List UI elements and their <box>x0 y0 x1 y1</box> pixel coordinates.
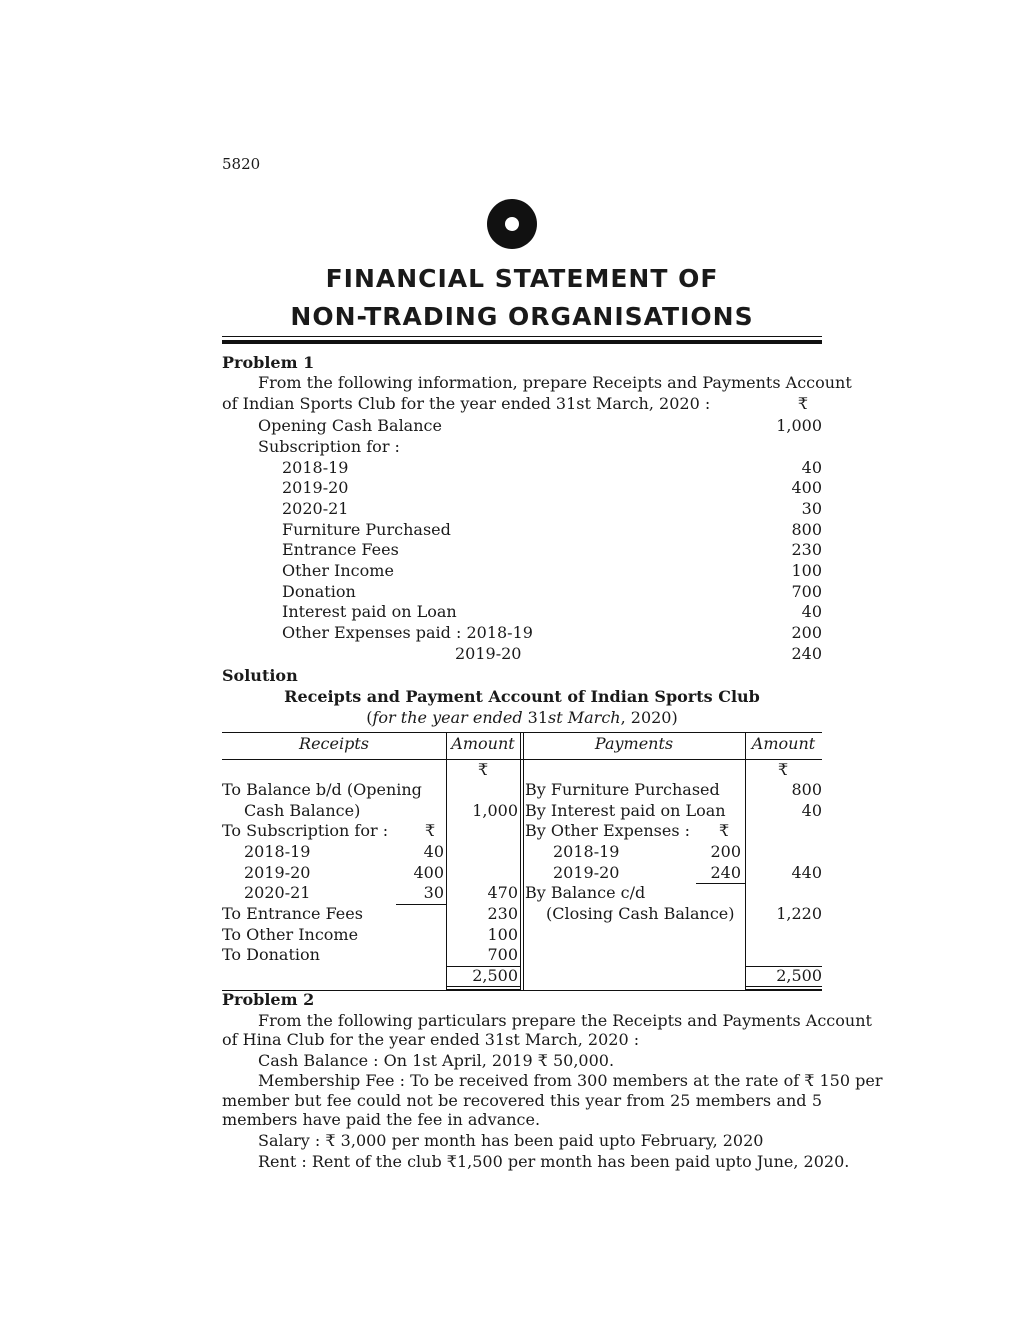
payment-other-expenses-label: By Other Expenses : <box>525 821 691 840</box>
subtotal-rule <box>396 904 446 905</box>
title-rule-thick <box>222 340 822 344</box>
p1-item-label: Opening Cash Balance <box>258 416 442 435</box>
p1-item-label: 2019-20 <box>455 644 522 663</box>
p1-item-label: 2020-21 <box>282 499 349 518</box>
header-amount-left: Amount <box>451 734 515 753</box>
table-col-rule <box>745 732 746 990</box>
receipt-other-income-amount: 100 <box>487 925 518 944</box>
receipt-balance-bd-amount: 1,000 <box>472 801 518 820</box>
p1-item-label: Entrance Fees <box>282 540 399 559</box>
receipt-subscription-year: 2019-20 <box>244 863 311 882</box>
receipt-subscription-year: 2018-19 <box>244 842 311 861</box>
problem1-intro-line1: From the following information, prepare Receipts and Payments Account <box>258 373 852 392</box>
problem2-rent: Rent : Rent of the club ₹1,500 per month has been paid upto June, 2020. <box>258 1152 850 1171</box>
header-amount-right: Amount <box>751 734 816 753</box>
receipt-other-income: To Other Income <box>222 925 359 944</box>
receipt-subscription-value: 400 <box>413 863 444 882</box>
p1-item-amount: 40 <box>801 458 822 477</box>
problem1-currency: ₹ <box>797 394 808 413</box>
p1-item-label: Subscription for : <box>258 437 400 456</box>
p1-item-amount: 30 <box>801 499 822 518</box>
p1-item-amount: 40 <box>801 602 822 621</box>
p1-item-label: Other Income <box>282 561 394 580</box>
problem2-membership-3: members have paid the fee in advance. <box>222 1110 541 1129</box>
problem2-membership-2: member but fee could not be recovered this year from 25 members and 5 <box>222 1091 822 1110</box>
p1-item-label: 2018-19 <box>282 458 349 477</box>
p1-item-label: Donation <box>282 582 356 601</box>
payment-interest: By Interest paid on Loan <box>525 801 726 820</box>
subtotal-rule <box>696 883 745 884</box>
receipt-subscription-value: 30 <box>423 883 444 902</box>
problem2-membership-1: Membership Fee : To be received from 300 members at the rate of ₹ 150 per <box>258 1071 883 1090</box>
p1-item-amount: 1,000 <box>776 416 822 435</box>
receipt-entrance-fees-amount: 230 <box>487 904 518 923</box>
p1-item-amount: 200 <box>791 623 822 642</box>
problem2-salary: Salary : ₹ 3,000 per month has been paid upto February, 2020 <box>258 1131 764 1150</box>
problem2-heading: Problem 2 <box>222 990 315 1009</box>
payment-total: 2,500 <box>776 966 822 985</box>
p1-item-label: Furniture Purchased <box>282 520 451 539</box>
problem2-line2: of Hina Club for the year ended 31st March, 2020 : <box>222 1030 640 1049</box>
p1-item-amount: 240 <box>791 644 822 663</box>
problem2-cash-balance: Cash Balance : On 1st April, 2019 ₹ 50,000. <box>258 1051 615 1070</box>
receipt-subscription-currency: ₹ <box>425 821 436 840</box>
p1-item-amount: 230 <box>791 540 822 559</box>
chapter-title-line2: NON-TRADING ORGANISATIONS <box>290 302 754 331</box>
table-top-rule <box>222 732 822 733</box>
receipt-total: 2,500 <box>472 966 518 985</box>
receipt-subscription-label: To Subscription for : <box>222 821 389 840</box>
receipt-balance-bd: To Balance b/d (Opening <box>222 780 422 799</box>
p1-item-label: Other Expenses paid : 2018-19 <box>282 623 533 642</box>
emblem-dot <box>505 217 519 231</box>
payment-other-expenses-total: 440 <box>791 863 822 882</box>
receipt-subscription-total: 470 <box>487 883 518 902</box>
table-col-rule <box>523 732 524 990</box>
page-number: 5820 <box>222 155 261 173</box>
account-subtitle: (for the year ended 31st March, 2020) <box>366 708 678 727</box>
header-receipts: Receipts <box>299 734 369 753</box>
currency-symbol-right: ₹ <box>778 760 789 779</box>
payment-expense-year: 2019-20 <box>553 863 620 882</box>
p1-item-label: Interest paid on Loan <box>282 602 457 621</box>
receipt-donation: To Donation <box>222 945 320 964</box>
header-payments: Payments <box>594 734 674 753</box>
payment-other-expenses-currency: ₹ <box>719 821 730 840</box>
receipt-subscription-value: 40 <box>423 842 444 861</box>
receipt-entrance-fees: To Entrance Fees <box>222 904 363 923</box>
payment-furniture-amount: 800 <box>791 780 822 799</box>
payment-expense-year: 2018-19 <box>553 842 620 861</box>
chapter-title-line1: FINANCIAL STATEMENT OF <box>325 264 719 293</box>
total-rule-bottom <box>745 986 822 987</box>
p1-item-amount: 800 <box>791 520 822 539</box>
payment-furniture: By Furniture Purchased <box>525 780 720 799</box>
problem1-heading: Problem 1 <box>222 353 315 372</box>
payment-expense-value: 200 <box>710 842 741 861</box>
p1-item-amount: 400 <box>791 478 822 497</box>
receipt-subscription-year: 2020-21 <box>244 883 311 902</box>
problem1-intro-line2: of Indian Sports Club for the year ended 31st March, 2020 : <box>222 394 711 413</box>
account-title: Receipts and Payment Account of Indian Sports Club <box>284 687 760 706</box>
receipt-donation-amount: 700 <box>487 945 518 964</box>
total-rule-bottom <box>446 986 520 987</box>
payment-balance-cd: By Balance c/d <box>525 883 646 902</box>
payment-balance-cd-amount: 1,220 <box>776 904 822 923</box>
receipt-balance-bd-cont: Cash Balance) <box>244 801 361 820</box>
p1-item-amount: 700 <box>791 582 822 601</box>
p1-item-label: 2019-20 <box>282 478 349 497</box>
problem2-line1: From the following particulars prepare the Receipts and Payments Account <box>258 1011 872 1030</box>
payment-interest-amount: 40 <box>801 801 822 820</box>
payment-expense-value: 240 <box>710 863 741 882</box>
table-header-rule <box>222 759 822 760</box>
payment-balance-cd-cont: (Closing Cash Balance) <box>546 904 735 923</box>
title-rule-thin <box>222 336 822 337</box>
currency-symbol-left: ₹ <box>478 760 489 779</box>
p1-item-amount: 100 <box>791 561 822 580</box>
table-col-rule <box>520 732 521 990</box>
solution-heading: Solution <box>222 666 298 685</box>
